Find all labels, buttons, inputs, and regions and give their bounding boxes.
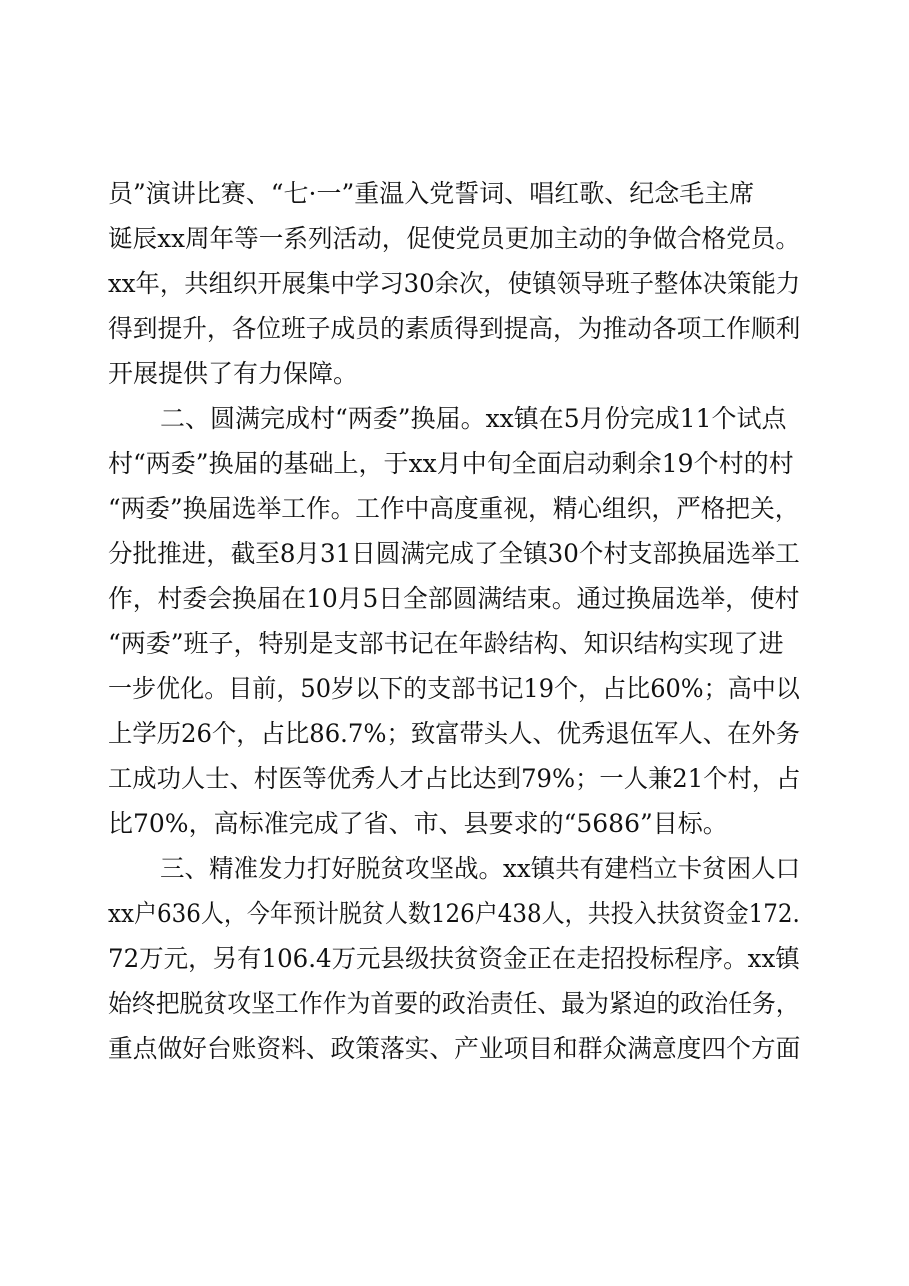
text-line: 重点做好台账资料、政策落实、产业项目和群众满意度四个方面 — [108, 1034, 801, 1063]
text-line: “两委”换届选举工作。工作中高度重视，精心组织，严格把关， — [108, 494, 800, 523]
text-line: 村“两委”换届的基础上，于xx月中旬全面启动剩余19个村的村 — [108, 449, 794, 478]
text-line: 一步优化。目前，50岁以下的支部书记19个，占比60%；高中以 — [108, 674, 800, 703]
text-line: xx户636人，今年预计脱贫人数126户438人，共投入扶贫资金172. — [108, 899, 800, 928]
text-line: 得到提升，各位班子成员的素质得到提高，为推动各项工作顺利 — [108, 314, 801, 343]
paragraph-2-first-line: 二、圆满完成村“两委”换届。xx镇在5月份完成11个试点 — [160, 404, 787, 433]
text-line: xx年，共组织开展集中学习30余次，使镇领导班子整体决策能力 — [108, 269, 801, 298]
text-line: “两委”班子，特别是支部书记在年龄结构、知识结构实现了进 — [108, 629, 784, 658]
text-line: 分批推进，截至8月31日圆满完成了全镇30个村支部换届选举工 — [108, 539, 800, 568]
text-line: 上学历26个，占比86.7%；致富带头人、优秀退伍军人、在外务 — [108, 719, 801, 748]
paragraph-3-first-line: 三、精准发力打好脱贫攻坚战。xx镇共有建档立卡贫困人口 — [160, 854, 801, 883]
text-line: 开展提供了有力保障。 — [108, 359, 359, 388]
text-line: 作，村委会换届在10月5日全部圆满结束。通过换届选举，使村 — [108, 584, 800, 613]
text-line: 72万元，另有106.4万元县级扶贫资金正在走招投标程序。xx镇 — [108, 944, 800, 973]
text-line: 始终把脱贫攻坚工作作为首要的政治责任、最为紧迫的政治任务， — [108, 989, 800, 1018]
text-line: 员”演讲比赛、“七·一”重温入党誓词、唱红歌、纪念毛主席 — [108, 179, 755, 208]
text-line: 比70%，高标准完成了省、市、县要求的“5686”目标。 — [108, 809, 728, 838]
text-line: 诞辰xx周年等一系列活动，促使党员更加主动的争做合格党员。 — [108, 224, 800, 253]
text-line: 工成功人士、村医等优秀人才占比达到79%；一人兼21个村，占 — [108, 764, 801, 793]
